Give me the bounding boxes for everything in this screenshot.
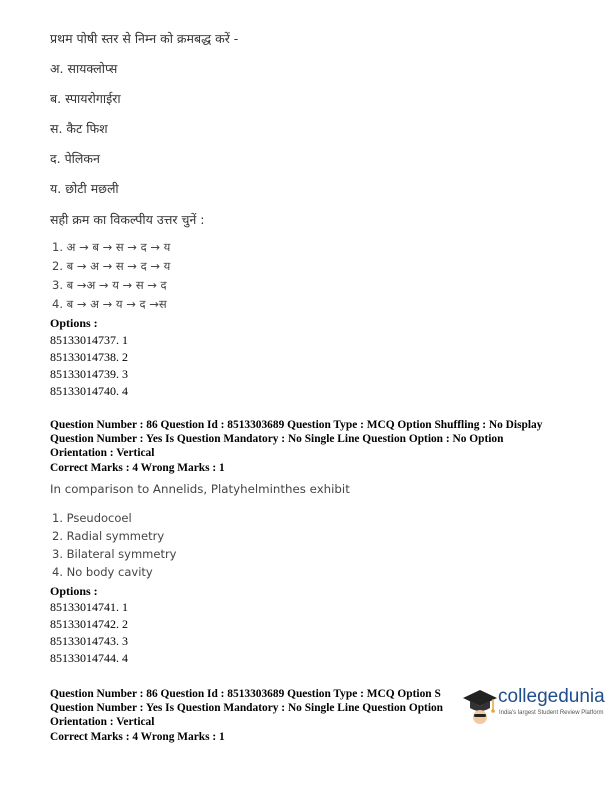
q86-choice-2: 2. Radial symmetry — [52, 529, 165, 543]
q85-option-id-3: 85133014739. 3 — [50, 367, 128, 381]
q85-choice-2: 2. ब → अ → स → द → य — [52, 259, 171, 273]
q85-item-c: स. कैट फिश — [50, 121, 108, 136]
q86-option-id-2: 85133014742. 2 — [50, 617, 128, 631]
q86-header-line1: Question Number : 86 Question Id : 8513303689 Question Type : MCQ Option Shuffling : No Display — [50, 419, 543, 431]
q85-stem: प्रथम पोषी स्तर से निम्न को क्रमबद्ध करें - — [50, 31, 239, 46]
q85-option-id-4: 85133014740. 4 — [50, 384, 128, 398]
q86-repeat-header-line3: Orientation : Vertical — [50, 716, 155, 728]
q86-header-line2: Question Number : Yes Is Question Mandatory : No Single Line Question Option : No Option — [50, 433, 504, 445]
q86-choice-3: 3. Bilateral symmetry — [52, 547, 177, 561]
q86-choice-4: 4. No body cavity — [52, 565, 153, 579]
graduation-cap-icon — [462, 686, 498, 726]
q85-choice-3: 3. ब →अ → य → स → द — [52, 278, 167, 292]
q85-choice-1: 1. अ → ब → स → द → य — [52, 240, 171, 254]
collegedunia-watermark — [462, 684, 612, 728]
q86-choice-1: 1. Pseudocoel — [52, 511, 132, 525]
q86-header-line3: Orientation : Vertical — [50, 447, 155, 459]
q85-option-id-2: 85133014738. 2 — [50, 350, 128, 364]
q85-item-b: ब. स्पायरोगाईरा — [50, 91, 121, 106]
q86-stem: In comparison to Annelids, Platyhelminthes exhibit — [50, 482, 350, 496]
q86-marks: Correct Marks : 4 Wrong Marks : 1 — [50, 462, 225, 474]
q85-instruction: सही क्रम का विकल्पीय उत्तर चुनें : — [50, 212, 205, 227]
q85-choice-4: 4. ब → अ → य → द →स — [52, 297, 167, 311]
q86-repeat-header-line2: Question Number : Yes Is Question Mandatory : No Single Line Question Option — [50, 702, 444, 714]
q86-option-id-4: 85133014744. 4 — [50, 651, 128, 665]
q85-item-d: द. पेलिकन — [50, 151, 100, 166]
q86-option-id-3: 85133014743. 3 — [50, 634, 128, 648]
q86-option-id-1: 85133014741. 1 — [50, 600, 128, 614]
q85-options-label: Options : — [50, 316, 98, 330]
q85-option-id-1: 85133014737. 1 — [50, 333, 128, 347]
q85-item-a: अ. सायक्लोप्स — [50, 61, 118, 76]
q86-repeat-marks: Correct Marks : 4 Wrong Marks : 1 — [50, 731, 225, 743]
q86-repeat-header-line1: Question Number : 86 Question Id : 8513303689 Question Type : MCQ Option S — [50, 688, 441, 700]
q85-item-e: य. छोटी मछली — [50, 181, 119, 196]
brand-tagline: India's largest Student Review Platform — [499, 710, 604, 716]
q86-options-label: Options : — [50, 584, 98, 598]
brand-name: collegedunia — [498, 686, 605, 707]
